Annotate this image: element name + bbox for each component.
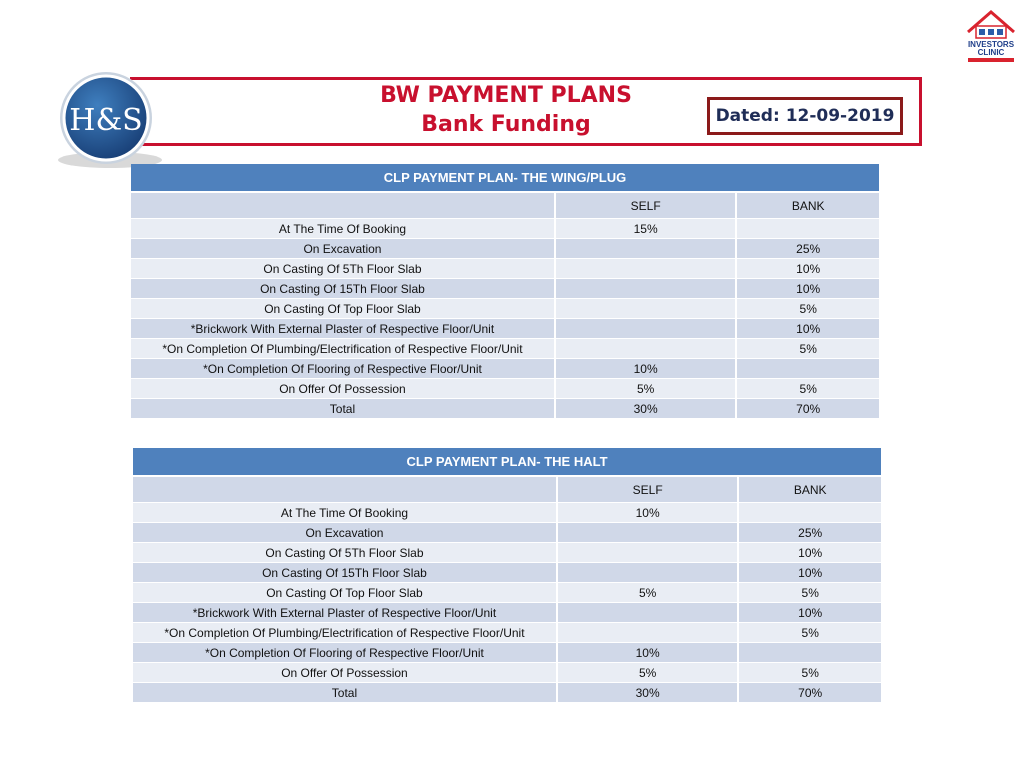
table-row [133, 563, 881, 583]
bank-cell: 70% [737, 399, 879, 419]
stage-cell: On Casting Of 15Th Floor Slab [131, 279, 556, 299]
self-cell: 10% [558, 503, 739, 523]
bank-cell: 5% [739, 623, 881, 643]
table-row [133, 523, 881, 543]
self-cell: 30% [558, 683, 739, 703]
bank-cell: 10% [737, 259, 879, 279]
self-cell [556, 259, 737, 279]
table-row [131, 379, 879, 399]
self-cell [558, 603, 739, 623]
self-cell [556, 319, 737, 339]
stage-cell: *On Completion Of Plumbing/Electrification of Respective Floor/Unit [131, 339, 556, 359]
bank-cell: 10% [737, 279, 879, 299]
page-subtitle: Bank Funding [421, 112, 591, 137]
table-row [131, 299, 879, 319]
stage-cell: *On Completion Of Flooring of Respective Floor/Unit [131, 359, 556, 379]
bank-cell: 70% [739, 683, 881, 703]
self-cell: 5% [556, 379, 737, 399]
bank-cell: 5% [737, 339, 879, 359]
stage-cell: *On Completion Of Flooring of Respective Floor/Unit [133, 643, 558, 663]
bank-cell: 10% [739, 543, 881, 563]
stage-cell: *Brickwork With External Plaster of Respective Floor/Unit [131, 319, 556, 339]
bank-cell: 5% [739, 583, 881, 603]
stage-cell: At The Time Of Booking [131, 219, 556, 239]
self-cell: 5% [558, 663, 739, 683]
self-cell [558, 523, 739, 543]
table-header-row [131, 193, 879, 219]
table-row [131, 339, 879, 359]
svg-text:INVESTORS: INVESTORS [967, 40, 1015, 49]
table-row [133, 583, 881, 603]
table-row [133, 623, 881, 643]
self-cell [558, 563, 739, 583]
self-cell: 10% [558, 643, 739, 663]
bank-cell: 25% [737, 239, 879, 259]
self-cell [556, 279, 737, 299]
column-header-stage [131, 193, 556, 219]
column-header-bank: BANK [739, 477, 881, 503]
stage-cell: On Casting Of 5Th Floor Slab [133, 543, 558, 563]
investors-clinic-logo [962, 6, 1020, 64]
table-row [131, 319, 879, 339]
date-badge: Dated: 12-09-2019 [707, 97, 903, 135]
stage-cell: *On Completion Of Plumbing/Electrification of Respective Floor/Unit [133, 623, 558, 643]
table-row [133, 543, 881, 563]
stage-cell: On Casting Of Top Floor Slab [133, 583, 558, 603]
self-cell: 30% [556, 399, 737, 419]
table-row [131, 279, 879, 299]
self-cell [556, 339, 737, 359]
bank-cell: 5% [739, 663, 881, 683]
table-caption: CLP PAYMENT PLAN- THE HALT [133, 448, 881, 477]
self-cell [558, 623, 739, 643]
bank-cell: 10% [739, 563, 881, 583]
self-cell [556, 239, 737, 259]
self-cell: 5% [558, 583, 739, 603]
self-cell: 10% [556, 359, 737, 379]
column-header-self: SELF [556, 193, 737, 219]
bank-cell [739, 503, 881, 523]
table-row [131, 219, 879, 239]
column-header-self: SELF [558, 477, 739, 503]
payment-plan-table-wing-plug [131, 164, 879, 419]
page-title: BW PAYMENT PLANS [380, 83, 632, 108]
table-row [131, 359, 879, 379]
stage-cell: On Casting Of Top Floor Slab [131, 299, 556, 319]
payment-plan-table-halt [133, 448, 881, 703]
bank-cell: 5% [737, 379, 879, 399]
table-caption: CLP PAYMENT PLAN- THE WING/PLUG [131, 164, 879, 193]
bank-cell: 10% [739, 603, 881, 623]
svg-text:H&S: H&S [69, 103, 143, 138]
table-row [131, 259, 879, 279]
column-header-stage [133, 477, 558, 503]
self-cell [558, 543, 739, 563]
table-total-row [131, 399, 879, 419]
table-row [133, 503, 881, 523]
self-cell [556, 299, 737, 319]
stage-cell: At The Time Of Booking [133, 503, 558, 523]
hs-brand-logo [48, 68, 166, 174]
stage-cell: On Casting Of 15Th Floor Slab [133, 563, 558, 583]
table-row [133, 643, 881, 663]
stage-cell: On Offer Of Possession [133, 663, 558, 683]
stage-cell: On Excavation [133, 523, 558, 543]
table-row [133, 663, 881, 683]
table-row [133, 603, 881, 623]
bank-cell: 10% [737, 319, 879, 339]
stage-cell: On Casting Of 5Th Floor Slab [131, 259, 556, 279]
stage-cell: Total [133, 683, 558, 703]
stage-cell: On Excavation [131, 239, 556, 259]
column-header-bank: BANK [737, 193, 879, 219]
bank-cell: 25% [739, 523, 881, 543]
stage-cell: Total [131, 399, 556, 419]
bank-cell [739, 643, 881, 663]
stage-cell: *Brickwork With External Plaster of Respective Floor/Unit [133, 603, 558, 623]
bank-cell [737, 359, 879, 379]
table-total-row [133, 683, 881, 703]
svg-text:CLINIC: CLINIC [977, 48, 1005, 57]
bank-cell: 5% [737, 299, 879, 319]
table-header-row [133, 477, 881, 503]
table-row [131, 239, 879, 259]
bank-cell [737, 219, 879, 239]
self-cell: 15% [556, 219, 737, 239]
stage-cell: On Offer Of Possession [131, 379, 556, 399]
